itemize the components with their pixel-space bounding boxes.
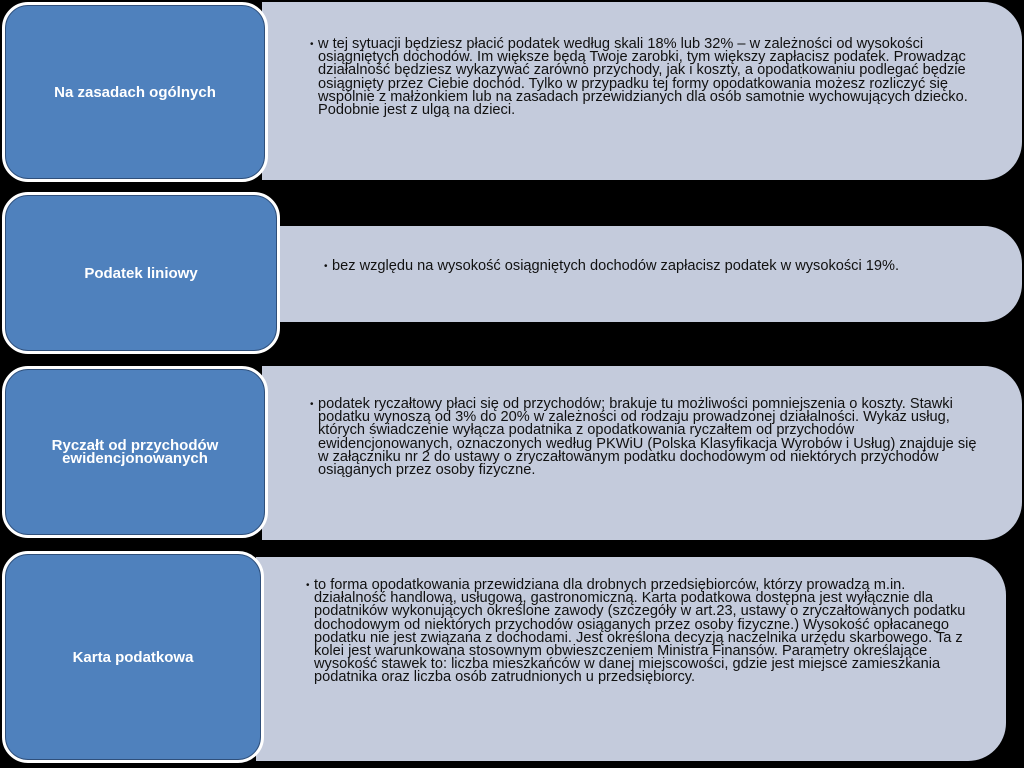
bullet-icon: • <box>310 399 314 410</box>
label-box-ryczalt <box>2 366 268 538</box>
content-item-ryczalt <box>310 398 982 477</box>
content-box-ryczalt <box>262 366 1022 540</box>
content-text-na-zasadach-ogolnych: w tej sytuacji będziesz płacić podatek według skali 18% lub 32% – w zależności od wysokości osiągniętych dochodów. Im większe będą Twoje zarobki, tym większy zapłacisz podatek. Prowadząc działalność będziesz wykazywać zarówno przychody, jak i koszty, a opodatkowaniu podlegać będzie osiągnięty przez Ciebie dochód. Tylko w przypadku tej formy opodatkowania możesz rozliczyć się wspólnie z małżonkiem lub na zasadach przewidzianych dla osób samotnie wychowujących dziecko. Podobnie jest z ulgą na dzieci. <box>318 36 968 119</box>
row-podatek-liniowy <box>0 190 1024 360</box>
label-karta-podatkowa: Karta podatkowa <box>72 648 194 666</box>
row-ryczalt <box>0 360 1024 545</box>
row-na-zasadach-ogolnych <box>0 0 1024 190</box>
content-box-podatek-liniowy <box>272 226 1022 322</box>
content-box-karta-podatkowa <box>256 557 1006 761</box>
content-text-ryczalt: podatek ryczałtowy płaci się od przychodów; brakuje tu możliwości pomniejszenia o koszty. Stawki podatku wynoszą od 3% do 20% w zależności od rodzaju prowadzonej działalności. Wykaz usług, których świadczenie wyłącza podatnika z opodatkowania ryczałtem od przychodów ewidencjonowanych, oznaczonych według PKWiU (Polska Klasyfikacja Wyrobów i Usług) znajduje się w załączniku nr 2 do ustawy o zryczałtowanym podatku dochodowym od niektórych przychodów osiąganych przez osoby fizyczne. <box>318 396 977 479</box>
content-box-na-zasadach-ogolnych <box>262 2 1022 180</box>
label-box-karta-podatkowa <box>2 551 264 763</box>
label-box-podatek-liniowy <box>2 192 280 354</box>
content-list <box>310 398 982 477</box>
content-item-karta-podatkowa <box>306 579 966 685</box>
content-list <box>324 260 982 273</box>
bullet-icon: • <box>306 580 310 591</box>
bullet-icon: • <box>324 261 328 272</box>
label-podatek-liniowy: Podatek liniowy <box>84 264 198 282</box>
content-list <box>310 38 982 117</box>
label-ryczalt: Ryczałt od przychodów ewidencjonowanych <box>51 437 219 467</box>
label-box-na-zasadach-ogolnych <box>2 2 268 182</box>
content-item-na-zasadach-ogolnych <box>310 38 982 117</box>
content-text-karta-podatkowa: to forma opodatkowania przewidziana dla drobnych przedsiębiorców, którzy prowadzą m.in. działalność handlową, usługową, gastronomiczną. Karta podatkowa dostępna jest wyłącznie dla podatników wykonujących określone zawody (szczegóły w art.23, ustawy o zryczałtowanych podatku dochodowym od niektórych przychodów osiąganych przez osoby fizyczne.) Wysokość opłacanego podatku nie jest związana z dochodami. Jest określona decyzją naczelnika urzędu skarbowego. Ta z kolei jest warunkowana stosownym obwieszczeniem Ministra Finansów. Parametry określające wysokość stawek to: liczba mieszkańców w danej miejscowości, gdzie jest miejsce zamieszkania podatnika oraz liczba osób zatrudnionych u przedsiębiorcy. <box>314 577 966 686</box>
content-text-podatek-liniowy: bez względu na wysokość osiągniętych dochodów zapłacisz podatek w wysokości 19%. <box>332 258 900 274</box>
bullet-icon: • <box>310 39 314 50</box>
row-karta-podatkowa <box>0 545 1024 768</box>
content-list <box>306 579 966 685</box>
label-na-zasadach-ogolnych: Na zasadach ogólnych <box>54 83 216 101</box>
content-item-podatek-liniowy <box>324 260 982 273</box>
